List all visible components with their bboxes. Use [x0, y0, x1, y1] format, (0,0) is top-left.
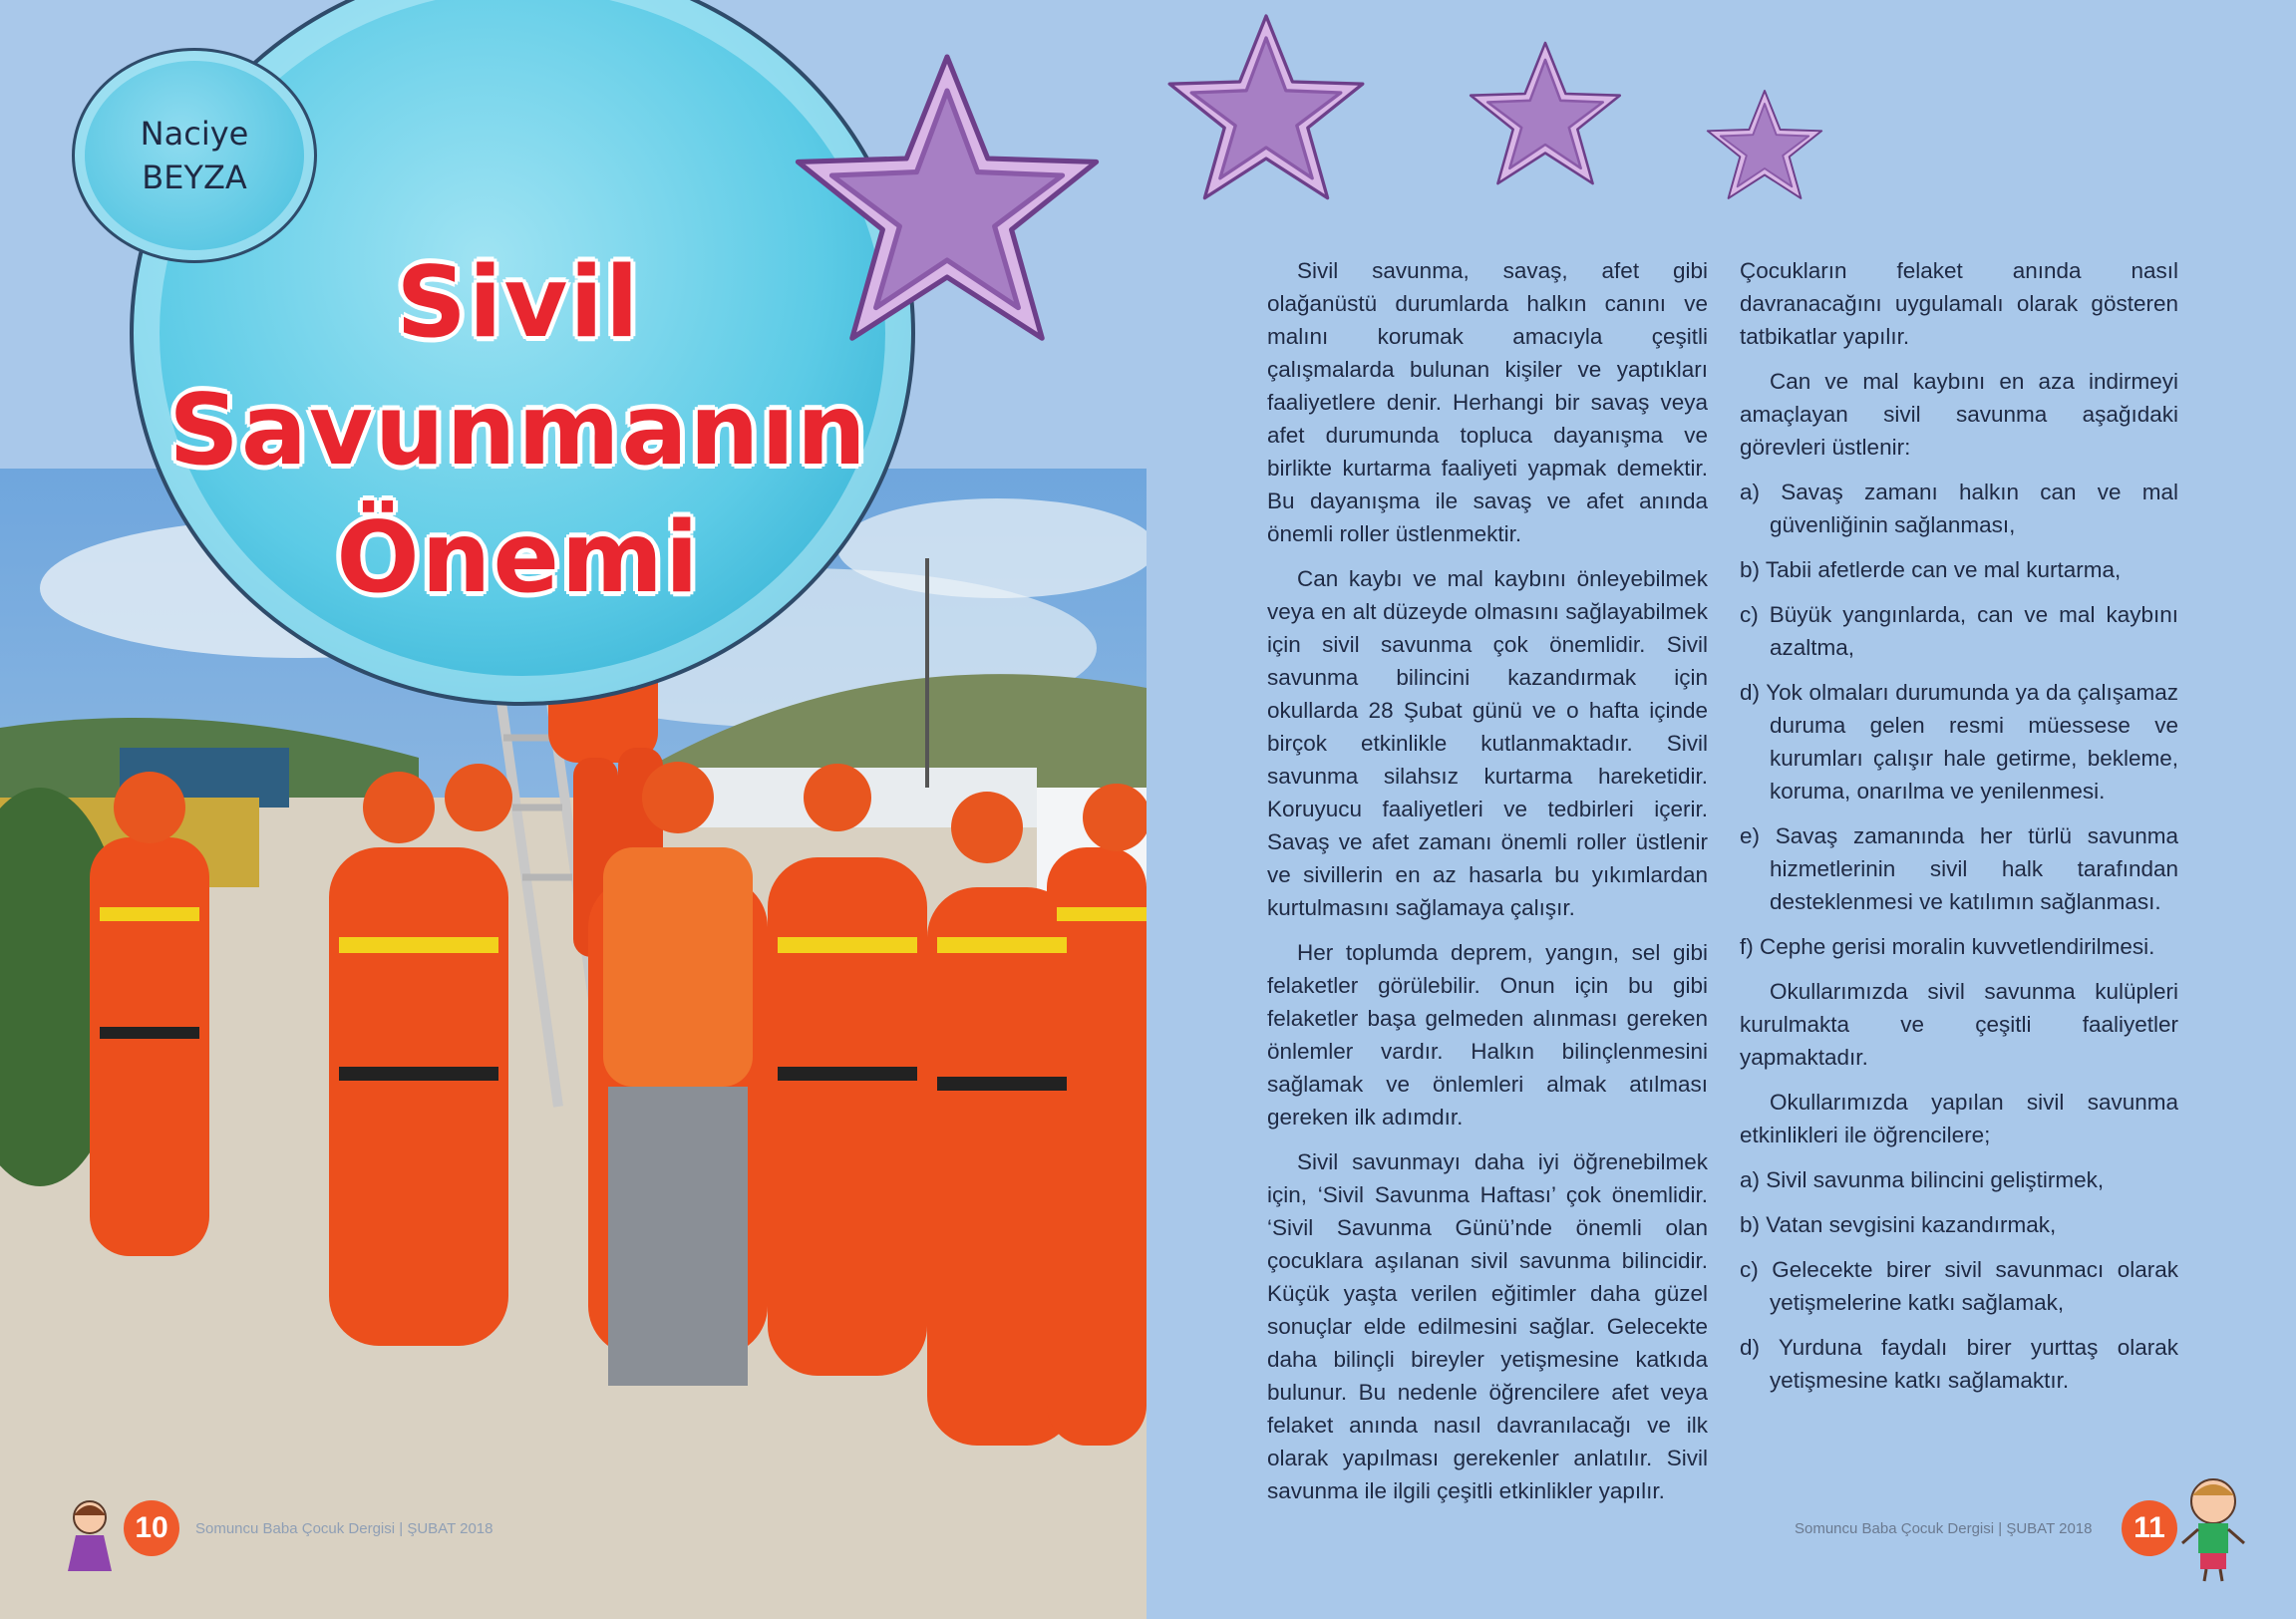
paragraph: Okullarımızda sivil savunma kulüpleri kurulmakta ve çeşitli faaliyetler yapmaktadır.: [1740, 979, 2178, 1070]
star-icon: [1461, 32, 1630, 206]
author-last-name: BEYZA: [142, 159, 247, 196]
girl-mascot-icon: [60, 1495, 120, 1575]
goal-item: b) Vatan sevgisini kazandırmak,: [1740, 1212, 2057, 1237]
star-icon: [1700, 82, 1829, 216]
paragraph: Okullarımızda yapılan sivil savunma etkinlikleri ile öğrencilere;: [1740, 1090, 2178, 1147]
paragraph: Can kaybı ve mal kaybını önleyebilmek veya en alt düzeyde olmasını sağlayabilmek için sivil savunma çok önemlidir. Sivil savunma bilincini kazandırmak için okullarda 28 Şubat günü ve o hafta içinde birçok etkinlikle kutlanmaktadır. Sivil savunma silahsız kurtarma hareketidir. Koruyucu faaliyetleri ve tedbirleri içerir. Savaş ve afet zamanı önemli roller üstlenir ve sivillerin en az hasarla bu yıkımlardan kurtulmasını sağlamaya çalışır.: [1267, 566, 1708, 920]
star-icon: [773, 40, 1122, 379]
star-icon: [1156, 0, 1376, 229]
title-line-2: Savunmanın: [168, 374, 868, 487]
author-bubble: [72, 48, 317, 263]
paragraph: Sivil savunmayı daha iyi öğrenebilmek için, ‘Sivil Savunma Haftası’ çok önemlidir. ‘Sivil Savunma Günü’nde önemli olan çocuklara aşılanan sivil savunma bilincidir. Küçük yaşta verilen eğitimler daha güzel sonuçlar elde edilmesini sağlar. Gelecekte daha bilinçli bireyler yetişmesine katkıda bulunur. Bu nedenle öğrencilere afet veya felaket anında nasıl davranılacağı ve ilk olarak yapılması gerekenler anlatılır. Sivil savunma ile ilgili çeşitli etkinlikler yapılır.: [1267, 1149, 1708, 1503]
text-column-1: [1267, 254, 1708, 1519]
duty-item: f) Cephe gerisi moralin kuvvetlendirilmesi.: [1740, 934, 2155, 959]
goal-item: d) Yurduna faydalı birer yurttaş olarak yetişmesine katkı sağlamaktır.: [1740, 1335, 2178, 1393]
duty-item: d) Yok olmaları durumunda ya da çalışamaz duruma gelen resmi müessese ve kurumları çalışır hale getirme, bekleme, koruma, onarılma ve yenilenmesi.: [1740, 680, 2178, 804]
paragraph: Can ve mal kaybını en aza indirmeyi amaçlayan sivil savunma aşağıdaki görevleri üstlenir:: [1740, 369, 2178, 460]
title-line-3: Önemi: [336, 501, 701, 615]
goal-item: c) Gelecekte birer sivil savunmacı olarak yetişmelerine katkı sağlamak,: [1740, 1257, 2178, 1315]
boy-mascot-icon: [2178, 1473, 2248, 1583]
page-number-left: 10: [124, 1500, 179, 1556]
page-number-right: 11: [2122, 1500, 2177, 1556]
paragraph: Her toplumda deprem, yangın, sel gibi felaketler görülebilir. Onun için bu gibi felaketler başa gelmeden alınması gereken önlemler vardır. Halkın bilinçlenmesini sağlamak ve önlemleri almak atılması gereken ilk adımdır.: [1267, 940, 1708, 1130]
title-line-1: Sivil: [396, 246, 641, 360]
duty-item: e) Savaş zamanında her türlü savunma hizmetlerinin sivil halk tarafından desteklenmesi ve katılımın sağlanması.: [1740, 823, 2178, 914]
paragraph: Çocukların felaket anında nasıl davranacağını uygulamalı olarak gösteren tatbikatlar yapılır.: [1740, 258, 2178, 349]
footer-text-right: Somuncu Baba Çocuk Dergisi | ŞUBAT 2018: [1795, 1520, 2093, 1537]
author-first-name: Naciye: [140, 115, 249, 153]
goal-item: a) Sivil savunma bilincini geliştirmek,: [1740, 1167, 2105, 1192]
duty-item: a) Savaş zamanı halkın can ve mal güvenliğinin sağlanması,: [1740, 480, 2178, 537]
duty-item: b) Tabii afetlerde can ve mal kurtarma,: [1740, 557, 2122, 582]
paragraph: Sivil savunma, savaş, afet gibi olağanüstü durumlarda halkın canını ve malını korumak amacıyla çeşitli çalışmalarda bulunan kişiler ve yaptıkları faaliyetlere denir. Herhangi bir savaş veya afet durumunda topluca dayanışma ve birlikte kurtarma faaliyeti yapmak demektir. Bu dayanışma ile savaş ve afet anında önemli roller üstlenmektir.: [1267, 258, 1708, 546]
footer-text-left: Somuncu Baba Çocuk Dergisi | ŞUBAT 2018: [195, 1520, 493, 1537]
duty-item: c) Büyük yangınlarda, can ve mal kaybını azaltma,: [1740, 602, 2178, 660]
article-title: [160, 239, 877, 622]
text-column-2: [1740, 254, 2178, 1409]
